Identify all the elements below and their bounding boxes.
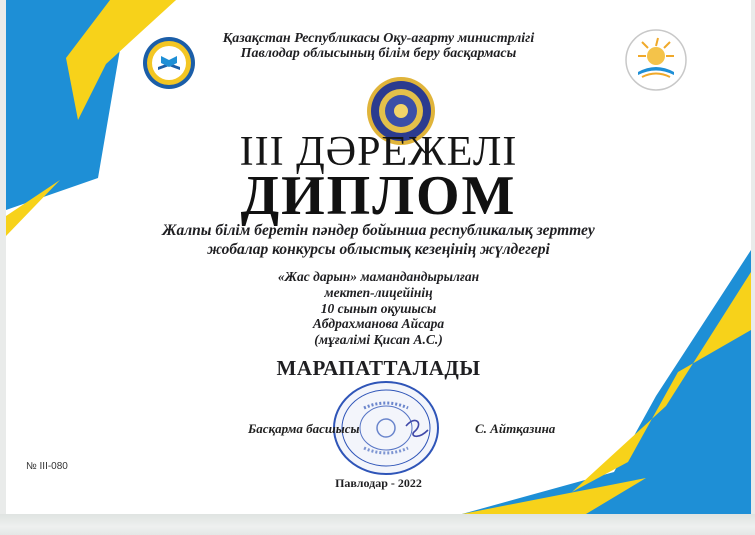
description-line-1: Жалпы білім беретін пәндер бойынша республикалық зерттеу xyxy=(162,222,595,239)
board-name: Павлодар облысының білім беру басқармасы xyxy=(240,46,517,61)
degree-title: ІІІ ДӘРЕЖЕЛІ xyxy=(239,129,518,175)
student-name: Абдрахманова Айсара xyxy=(312,316,445,331)
school-line-2: мектеп-лицейінің xyxy=(324,285,433,300)
description-line-2: жобалар конкурсы облыстық кезеңінің жүлдегері xyxy=(207,241,550,258)
city-year: Павлодар - 2022 xyxy=(335,476,422,490)
diploma-title: ДИПЛОМ xyxy=(240,165,517,227)
scan-background-strip xyxy=(0,514,755,535)
signatory-name: С. Айтқазина xyxy=(475,421,556,436)
diploma-sheet xyxy=(6,0,751,514)
school-line-1: «Жас дарын» мамандандырылған xyxy=(277,269,480,284)
award-heading: МАРАПАТТАЛАДЫ xyxy=(276,356,481,380)
ministry-name: Қазақстан Республикасы Оқу-ағарту министрлігі xyxy=(222,31,535,46)
teacher-line: (мұғалімі Қисап А.С.) xyxy=(314,332,443,347)
document-number: № ІІІ-080 xyxy=(26,461,68,472)
signature-label: Басқарма басшысы xyxy=(248,421,360,436)
grade-line: 10 сынып оқушысы xyxy=(320,301,437,316)
